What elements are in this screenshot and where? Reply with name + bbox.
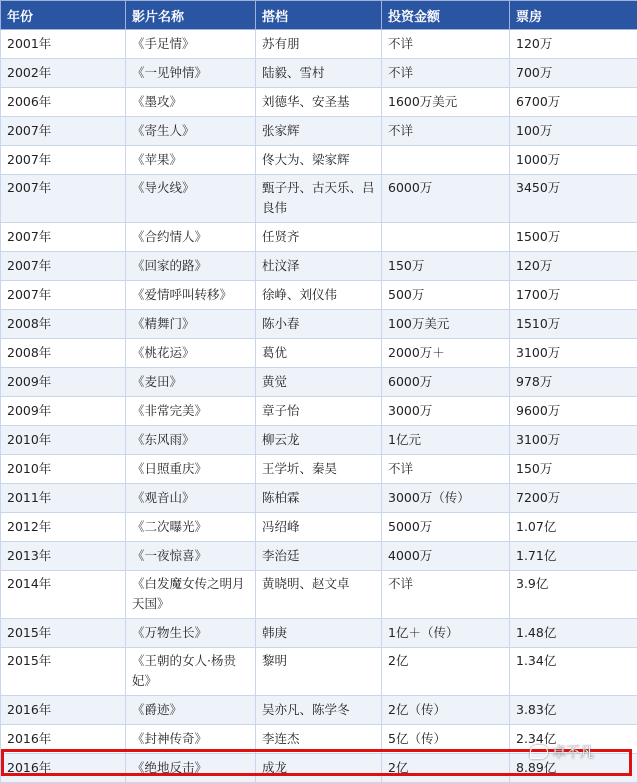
cell-year: 2007年 (1, 223, 126, 252)
cell-film-title: 《白发魔女传之明月天国》 (126, 571, 256, 619)
cell-partner: 陆毅、雪村 (256, 59, 382, 88)
cell-investment (382, 146, 510, 175)
cell-box-office: 100万 (510, 117, 637, 146)
cell-investment: 4000万 (382, 542, 510, 571)
cell-film-title: 《手足情》 (126, 30, 256, 59)
table-row (1, 59, 637, 88)
cell-box-office: 1.34亿 (510, 648, 637, 696)
cell-year: 2009年 (1, 397, 126, 426)
cell-partner: 李治廷 (256, 542, 382, 571)
cell-investment: 1亿＋（传） (382, 619, 510, 648)
cell-partner: 葛优 (256, 339, 382, 368)
table-row (1, 368, 637, 397)
cell-year: 2010年 (1, 426, 126, 455)
cell-film-title: 《王朝的女人·杨贵妃》 (126, 648, 256, 696)
cell-investment: 3000万 (382, 397, 510, 426)
cell-film-title: 《导火线》 (126, 175, 256, 223)
cell-film-title: 《爵迹》 (126, 696, 256, 725)
cell-year: 2016年 (1, 696, 126, 725)
table-row (1, 175, 637, 223)
cell-investment: 不详 (382, 30, 510, 59)
cell-year: 2015年 (1, 648, 126, 696)
cell-film-title: 《绝地反击》 (126, 754, 256, 783)
cell-investment: 3000万（传） (382, 484, 510, 513)
table-row (1, 88, 637, 117)
cell-partner: 黎明 (256, 648, 382, 696)
watermark-text: 卓不凡 (552, 742, 594, 762)
cell-year: 2010年 (1, 455, 126, 484)
cell-box-office: 3.9亿 (510, 571, 637, 619)
cell-partner: 甄子丹、古天乐、吕良伟 (256, 175, 382, 223)
cell-film-title: 《一夜惊喜》 (126, 542, 256, 571)
cell-box-office: 2.34亿 (510, 725, 637, 754)
cell-film-title: 《万物生长》 (126, 619, 256, 648)
cell-year: 2016年 (1, 754, 126, 783)
cell-box-office: 9600万 (510, 397, 637, 426)
cell-partner: 吴亦凡、陈学冬 (256, 696, 382, 725)
cell-box-office: 1700万 (510, 281, 637, 310)
cell-partner: 陈柏霖 (256, 484, 382, 513)
cell-partner: 黄觉 (256, 368, 382, 397)
cell-partner: 刘德华、安圣基 (256, 88, 382, 117)
table-row (1, 484, 637, 513)
cell-investment: 不详 (382, 571, 510, 619)
cell-investment: 100万美元 (382, 310, 510, 339)
cell-box-office: 1.07亿 (510, 513, 637, 542)
table-row (1, 223, 637, 252)
table-row (1, 339, 637, 368)
table-body (1, 30, 637, 783)
cell-box-office: 3100万 (510, 339, 637, 368)
cell-partner: 任贤齐 (256, 223, 382, 252)
header-partner: 搭档 (256, 1, 382, 30)
cell-investment: 不详 (382, 455, 510, 484)
table-row (1, 696, 637, 725)
cell-film-title: 《爱情呼叫转移》 (126, 281, 256, 310)
cell-partner: 徐峥、刘仪伟 (256, 281, 382, 310)
cell-film-title: 《苹果》 (126, 146, 256, 175)
cell-year: 2016年 (1, 725, 126, 754)
cell-partner: 杜汶泽 (256, 252, 382, 281)
table-row (1, 146, 637, 175)
cell-partner: 成龙 (256, 754, 382, 783)
cell-year: 2008年 (1, 310, 126, 339)
watermark (530, 742, 594, 762)
cell-film-title: 《观音山》 (126, 484, 256, 513)
cell-box-office: 6700万 (510, 88, 637, 117)
cell-investment: 2亿（传） (382, 696, 510, 725)
table-row (1, 117, 637, 146)
table-row (1, 426, 637, 455)
cell-partner: 王学圻、秦昊 (256, 455, 382, 484)
cell-partner: 韩庚 (256, 619, 382, 648)
cell-investment: 2亿 (382, 754, 510, 783)
cell-box-office: 1510万 (510, 310, 637, 339)
cell-box-office: 120万 (510, 30, 637, 59)
cell-investment: 150万 (382, 252, 510, 281)
cell-box-office: 3.83亿 (510, 696, 637, 725)
cell-investment: 不详 (382, 59, 510, 88)
table-row (1, 281, 637, 310)
cell-year: 2015年 (1, 619, 126, 648)
cell-film-title: 《墨攻》 (126, 88, 256, 117)
cell-film-title: 《寄生人》 (126, 117, 256, 146)
table-row (1, 310, 637, 339)
header-box-office: 票房 (510, 1, 637, 30)
cell-box-office: 8.89亿 (510, 754, 637, 783)
cell-year: 2007年 (1, 146, 126, 175)
cell-partner: 李连杰 (256, 725, 382, 754)
cell-box-office: 120万 (510, 252, 637, 281)
cell-film-title: 《东风雨》 (126, 426, 256, 455)
cell-box-office: 150万 (510, 455, 637, 484)
cell-film-title: 《合约情人》 (126, 223, 256, 252)
cell-year: 2001年 (1, 30, 126, 59)
cell-film-title: 《封神传奇》 (126, 725, 256, 754)
cell-investment: 6000万 (382, 175, 510, 223)
cell-year: 2009年 (1, 368, 126, 397)
cell-box-office: 1000万 (510, 146, 637, 175)
cell-investment: 不详 (382, 117, 510, 146)
header-year: 年份 (1, 1, 126, 30)
cell-year: 2007年 (1, 117, 126, 146)
cell-year: 2007年 (1, 175, 126, 223)
cell-film-title: 《麦田》 (126, 368, 256, 397)
cell-film-title: 《二次曝光》 (126, 513, 256, 542)
cell-year: 2013年 (1, 542, 126, 571)
cell-year: 2014年 (1, 571, 126, 619)
cell-investment: 2000万＋ (382, 339, 510, 368)
cell-year: 2012年 (1, 513, 126, 542)
cell-year: 2011年 (1, 484, 126, 513)
cell-partner: 黄晓明、赵文卓 (256, 571, 382, 619)
cell-partner: 柳云龙 (256, 426, 382, 455)
cell-investment (382, 223, 510, 252)
cell-investment: 2亿 (382, 648, 510, 696)
header-investment: 投资金额 (382, 1, 510, 30)
cell-investment: 1600万美元 (382, 88, 510, 117)
table-row (1, 571, 637, 619)
cell-box-office: 7200万 (510, 484, 637, 513)
cell-box-office: 1.71亿 (510, 542, 637, 571)
table-header-row (1, 1, 637, 30)
cell-investment: 1亿元 (382, 426, 510, 455)
table-row (1, 542, 637, 571)
cell-year: 2007年 (1, 252, 126, 281)
cell-partner: 张家辉 (256, 117, 382, 146)
cell-year: 2002年 (1, 59, 126, 88)
cell-investment: 500万 (382, 281, 510, 310)
cell-box-office: 978万 (510, 368, 637, 397)
cell-box-office: 1500万 (510, 223, 637, 252)
cell-film-title: 《非常完美》 (126, 397, 256, 426)
table-row (1, 513, 637, 542)
cell-partner: 佟大为、梁家辉 (256, 146, 382, 175)
table-row (1, 619, 637, 648)
table-row (1, 455, 637, 484)
cell-box-office: 3450万 (510, 175, 637, 223)
cell-year: 2006年 (1, 88, 126, 117)
cell-partner: 章子怡 (256, 397, 382, 426)
header-film-title: 影片名称 (126, 1, 256, 30)
chat-bubble-icon (530, 745, 548, 759)
cell-film-title: 《精舞门》 (126, 310, 256, 339)
cell-partner: 冯绍峰 (256, 513, 382, 542)
cell-box-office: 700万 (510, 59, 637, 88)
cell-box-office: 3100万 (510, 426, 637, 455)
cell-investment: 5000万 (382, 513, 510, 542)
cell-film-title: 《桃花运》 (126, 339, 256, 368)
cell-investment: 6000万 (382, 368, 510, 397)
cell-partner: 苏有朋 (256, 30, 382, 59)
table-row (1, 397, 637, 426)
cell-film-title: 《一见钟情》 (126, 59, 256, 88)
table-row (1, 30, 637, 59)
cell-box-office: 1.48亿 (510, 619, 637, 648)
cell-partner: 陈小春 (256, 310, 382, 339)
cell-year: 2008年 (1, 339, 126, 368)
cell-investment: 5亿（传） (382, 725, 510, 754)
cell-film-title: 《日照重庆》 (126, 455, 256, 484)
cell-year: 2007年 (1, 281, 126, 310)
cell-film-title: 《回家的路》 (126, 252, 256, 281)
table-row (1, 648, 637, 696)
table-row (1, 252, 637, 281)
